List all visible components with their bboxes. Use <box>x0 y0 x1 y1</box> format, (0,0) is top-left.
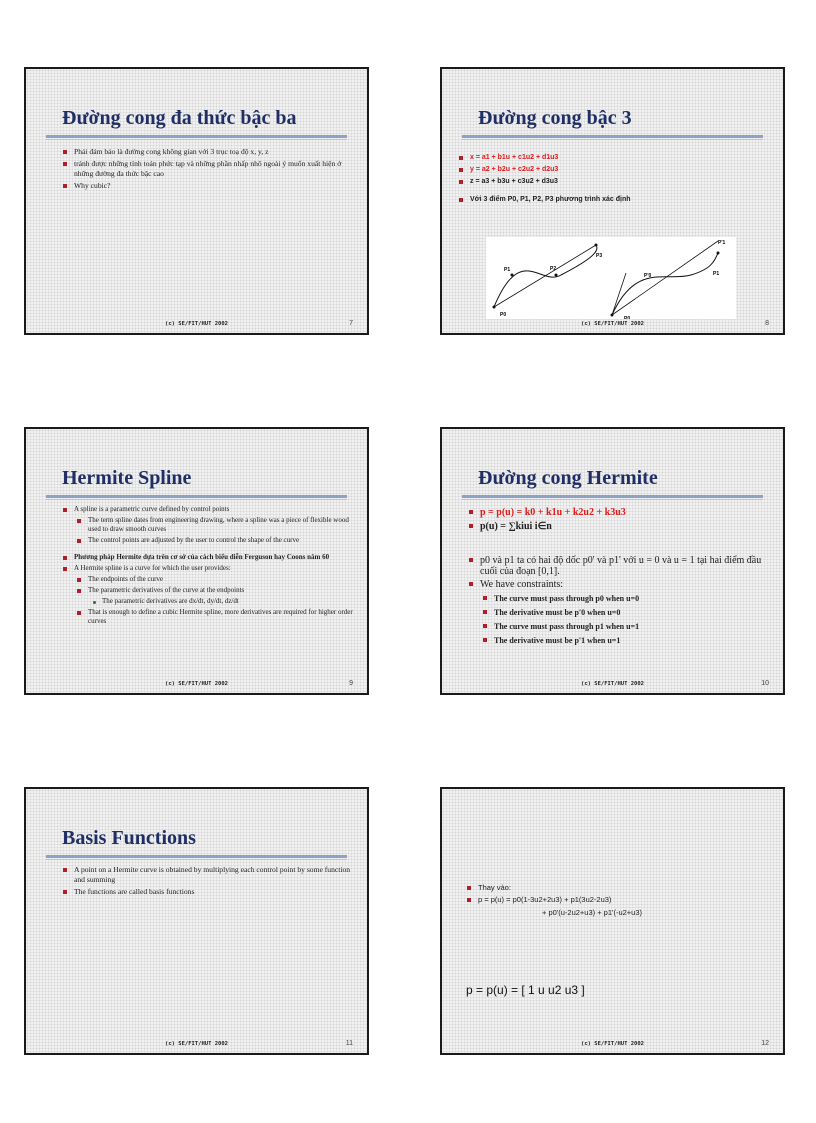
matrix-formula: p = p(u) = [ 1 u u2 u3 ] <box>466 983 585 997</box>
constraint-item: The curve must pass through p0 when u=0 <box>468 593 778 605</box>
constraint-item: The derivative must be p'0 when u=0 <box>468 607 778 619</box>
title-rule <box>46 855 347 858</box>
sub-bullet-item: The parametric derivatives of the curve at the endpoints <box>62 586 360 595</box>
slide-footer: (c) SE/FIT/HUT 2002 <box>165 681 228 687</box>
slide-title: Basis Functions <box>62 827 196 849</box>
slide-title: Đường cong đa thức bậc ba <box>62 107 297 129</box>
sub-bullet-item: The term spline dates from engineering drawing, where a spline was a piece of flexible wood used to draw smooth curves <box>62 516 360 534</box>
title-rule-thin <box>46 499 347 500</box>
title-rule <box>462 135 763 138</box>
page-number: 11 <box>345 1040 353 1047</box>
bullet-item: tránh được những tính toán phức tạp và những phần nhấp nhô ngoài ý muốn xuất hiện ở những đường đa thức bậc cao <box>62 159 352 179</box>
slide-8 <box>440 67 785 335</box>
bullet-list <box>62 147 352 193</box>
bullet-item: Phương pháp Hermite dựa trên cơ sở của cách biểu diễn Ferguson hay Coons năm 60 <box>62 553 360 562</box>
title-rule-thin <box>46 139 347 140</box>
constraint-item: The derivative must be p'1 when u=1 <box>468 635 778 647</box>
bullet-item: A spline is a parametric curve defined by control points <box>62 505 360 514</box>
sub-sub-bullet-item: The parametric derivatives are dx/dt, dy/dt, dz/dt <box>62 597 360 606</box>
constraint-item: The curve must pass through p1 when u=1 <box>468 621 778 633</box>
bullet-item: The functions are called basis functions <box>62 887 358 897</box>
title-rule-thin <box>462 139 763 140</box>
bullet-item: We have constraints: <box>468 579 778 591</box>
title-rule <box>462 495 763 498</box>
equation-z: z = a3 + b3u + c3u2 + d3u3 <box>458 177 758 187</box>
slide-10 <box>440 427 785 695</box>
slide-footer: (c) SE/FIT/HUT 2002 <box>581 1041 644 1047</box>
page-number: 10 <box>761 680 769 687</box>
bullet-item: Phải đảm bảo là đường cong không gian với 3 trục toạ độ x, y, z <box>62 147 352 157</box>
slide-11 <box>24 787 369 1055</box>
slide-title: Đường cong Hermite <box>478 467 658 489</box>
label-p0: P0 <box>500 312 507 318</box>
bullet-list <box>468 507 778 649</box>
slide-footer: (c) SE/FIT/HUT 2002 <box>581 681 644 687</box>
label-p1: P1 <box>504 267 511 273</box>
label-p3: P3 <box>596 253 603 259</box>
bullet-item: p0 và p1 ta có hai độ dốc p0' và p1' với u = 0 và u = 1 tại hai điểm đầu cuối của đoạn [0,1]. <box>468 555 778 577</box>
sub-bullet-item: The endpoints of the curve <box>62 575 360 584</box>
sub-bullet-item: That is enough to define a cubic Hermite spline, more derivatives are required for higher order curves <box>62 608 360 626</box>
page-number: 7 <box>349 320 353 327</box>
slide-title: Hermite Spline <box>62 467 192 489</box>
slide-footer: (c) SE/FIT/HUT 2002 <box>165 1041 228 1047</box>
page-number: 8 <box>765 320 769 327</box>
title-rule-thin <box>46 859 347 860</box>
bullet-list <box>458 153 758 207</box>
slide-footer: (c) SE/FIT/HUT 2002 <box>581 321 644 327</box>
bullet-item: Why cubic? <box>62 181 352 191</box>
bullet-list <box>62 505 360 628</box>
page-number: 9 <box>349 680 353 687</box>
bullet-item: A Hermite spline is a curve for which the user provides: <box>62 564 360 573</box>
bullet-item: Thay vào: <box>466 883 766 893</box>
bullet-list <box>62 865 358 899</box>
hermite-equation: p = p(u) = k0 + k1u + k2u2 + k3u3 <box>468 507 778 519</box>
label-r-p1: P1 <box>713 271 720 277</box>
slide-footer: (c) SE/FIT/HUT 2002 <box>165 321 228 327</box>
sum-equation: p(u) = ∑kiui i∈n <box>468 521 778 533</box>
label-r-p0: P0 <box>624 316 631 319</box>
bullet-list <box>466 883 766 905</box>
title-rule-thin <box>462 499 763 500</box>
bullet-item: A point on a Hermite curve is obtained by multiplying each control point by some function and summing <box>62 865 358 885</box>
slide-9 <box>24 427 369 695</box>
sub-bullet-item: The control points are adjusted by the user to control the shape of the curve <box>62 536 360 545</box>
formula-line-2: + p0'(u-2u2+u3) + p1'(-u2+u3) <box>542 908 643 917</box>
equation-y: y = a2 + b2u + c2u2 + d2u3 <box>458 165 758 175</box>
label-r-pp0: P'0 <box>644 273 652 279</box>
equation-x: x = a1 + b1u + c1u2 + d1u3 <box>458 153 758 163</box>
page-number: 12 <box>761 1040 769 1047</box>
bullet-item: Với 3 điểm P0, P1, P2, P3 phương trình xác định <box>458 195 660 205</box>
slide-title: Đường cong bậc 3 <box>478 107 632 129</box>
title-rule <box>46 495 347 498</box>
curve-diagram <box>486 237 736 319</box>
formula-line-1: p = p(u) = p0(1-3u2+2u3) + p1(3u2-2u3) <box>466 895 766 905</box>
title-rule <box>46 135 347 138</box>
slide-7 <box>24 67 369 335</box>
label-p2: P2 <box>550 266 557 272</box>
slide-12 <box>440 787 785 1055</box>
label-r-pp1: P'1 <box>718 240 726 246</box>
